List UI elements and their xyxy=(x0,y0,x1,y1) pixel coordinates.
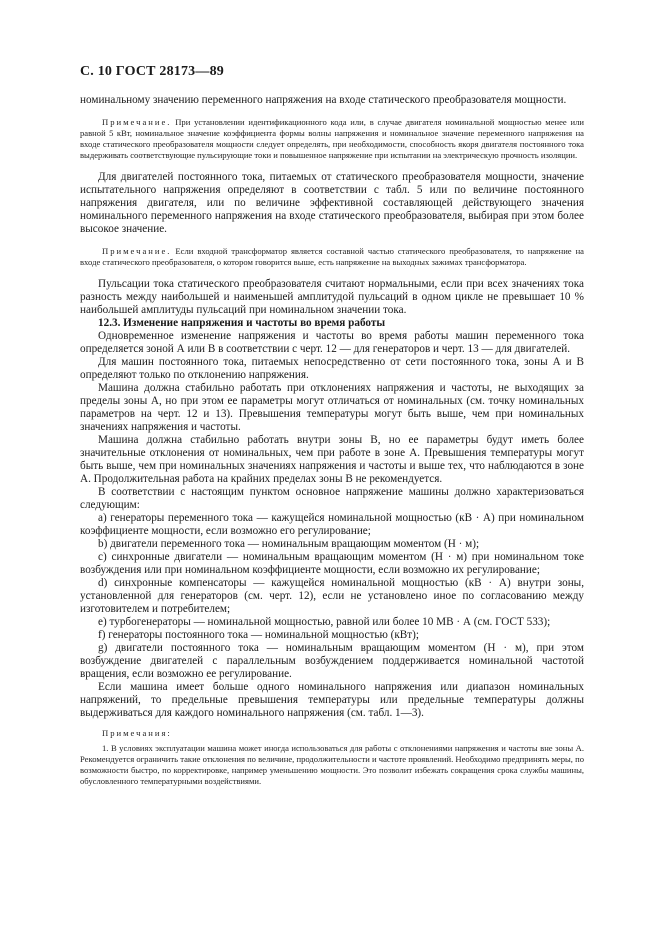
note-text: Если входной трансформатор является составной частью статического преобразователя, то напряжение на входе статического преобразователя, о котором говорится выше, есть напряжение на выходных зажимах трансформатора. xyxy=(80,246,584,267)
list-item: f) генераторы постоянного тока — номинальной мощностью (кВт); xyxy=(98,629,419,641)
paragraph: Одновременное изменение напряжения и частоты во время работы машин переменного тока определяется зоной А или В в соответствии с черт. 12 — для генераторов и черт. 13 — для двигателей. xyxy=(80,330,584,355)
note xyxy=(80,117,584,161)
list-item: а) генераторы переменного тока — кажущейся номинальной мощностью (кВ · А) при номинальном коэффициенте мощности, если возможно его регулирование; xyxy=(80,512,584,537)
notes-heading: Примечания: xyxy=(102,728,172,738)
paragraph: Если машина имеет больше одного номинального напряжения или диапазон номинальных напряжений, то предельные превышения температуры или предельные температуры должны выдерживаться для каждого номинального напряжения (см. табл. 1—3). xyxy=(80,681,584,719)
paragraph: Машина должна стабильно работать внутри зоны В, но ее параметры будут иметь более значительные отклонения от номинальных, чем при работе в зоне А. Превышения температуры могут быть выше, чем при номинальных значениях напряжения и частоты и выше тех, что наблюдаются в зоне А. Продолжительная работа на крайних пределах зоны В не рекомендуется. xyxy=(80,434,584,485)
list-item: с) синхронные двигатели — номинальным вращающим моментом (Н · м) при номинальном токе возбуждения или при номинальном коэффициенте мощности, если возможно их регулирование; xyxy=(80,551,584,576)
section-heading: 12.3. Изменение напряжения и частоты во время работы xyxy=(98,317,386,329)
note-text: При установлении идентификационного кода или, в случае двигателя номинальной мощностью менее или равной 5 кВт, номинальное значение коэффициента формы волны напряжения и номинальное значение переменного напряжения на входе статического преобразователя мощности следует определять, при необходимости, способность якоря двигателя постоянного тока выдерживать соответствующие пульсирующие токи и повышенное напряжение при испытании на электрическую прочность изоляции. xyxy=(80,117,584,160)
paragraph: Для машин постоянного тока, питаемых непосредственно от сети постоянного тока, зоны А и В определяют только по отклонению напряжения. xyxy=(80,356,584,381)
note: 1. В условиях эксплуатации машина может иногда использоваться для работы с отклонениями напряжения и частоты вне зоны А. Рекомендуется ограничить такие отклонения по величине, продолжительности и частоте проявлений. Необходимо предпринять меры, по возможности быстро, по корректировке, например уменьшению мощности. Это позволит избежать сокращения срока службы машины, обусловленного температурными воздействиями. xyxy=(80,743,584,786)
page-header: С. 10 ГОСТ 28173—89 xyxy=(80,64,224,79)
list-item: b) двигатели переменного тока — номинальным вращающим моментом (Н · м); xyxy=(98,538,480,550)
list-item: g) двигатели постоянного тока — номинальным вращающим моментом (Н · м), при этом возбуждение двигателей с параллельным возбуждением поддерживается номинальной частотой вращения, если возможно ее регулирование. xyxy=(80,642,584,680)
note xyxy=(80,246,584,268)
paragraph: Машина должна стабильно работать при отклонениях напряжения и частоты, не выходящих за пределы зоны А, но при этом ее параметры могут отличаться от номинальных (см. точку номинальных параметров на черт. 12 и 13). Превышения температуры могут быть выше, чем при номинальных значениях напряжения и частоты. xyxy=(80,382,584,433)
document-body xyxy=(80,94,584,787)
note-label: Примечание. xyxy=(102,117,172,127)
note-label: Примечание. xyxy=(102,246,172,256)
list-item: е) турбогенераторы — номинальной мощностью, равной или более 10 МВ · А (см. ГОСТ 533); xyxy=(98,616,551,628)
paragraph: Пульсации тока статического преобразователя считают нормальными, если при всех значениях тока разность между наибольшей и наименьшей амплитудой пульсаций в одном цикле не превышает 10 % наибольшей амплитуды пульсаций при номинальном значении тока. xyxy=(80,278,584,316)
list-item: d) синхронные компенсаторы — кажущейся номинальной мощностью (кВ · А) внутри зоны, установленной для генераторов (см. черт. 12), если не установлено иное по согласованию между изготовителем и потребителем; xyxy=(80,577,584,615)
paragraph: номинальному значению переменного напряжения на входе статического преобразователя мощности. xyxy=(80,94,567,106)
paragraph: В соответствии с настоящим пунктом основное напряжение машины должно характеризоваться следующим: xyxy=(80,486,584,511)
paragraph: Для двигателей постоянного тока, питаемых от статического преобразователя мощности, значение испытательного напряжения определяют в соответствии с табл. 5 или по величине постоянного напряжения двигателя, или по величине эффективной составляющей действующего значения номинального переменного напряжения на входе статического преобразователя, выбирая при этом более высокое значение. xyxy=(80,171,584,235)
